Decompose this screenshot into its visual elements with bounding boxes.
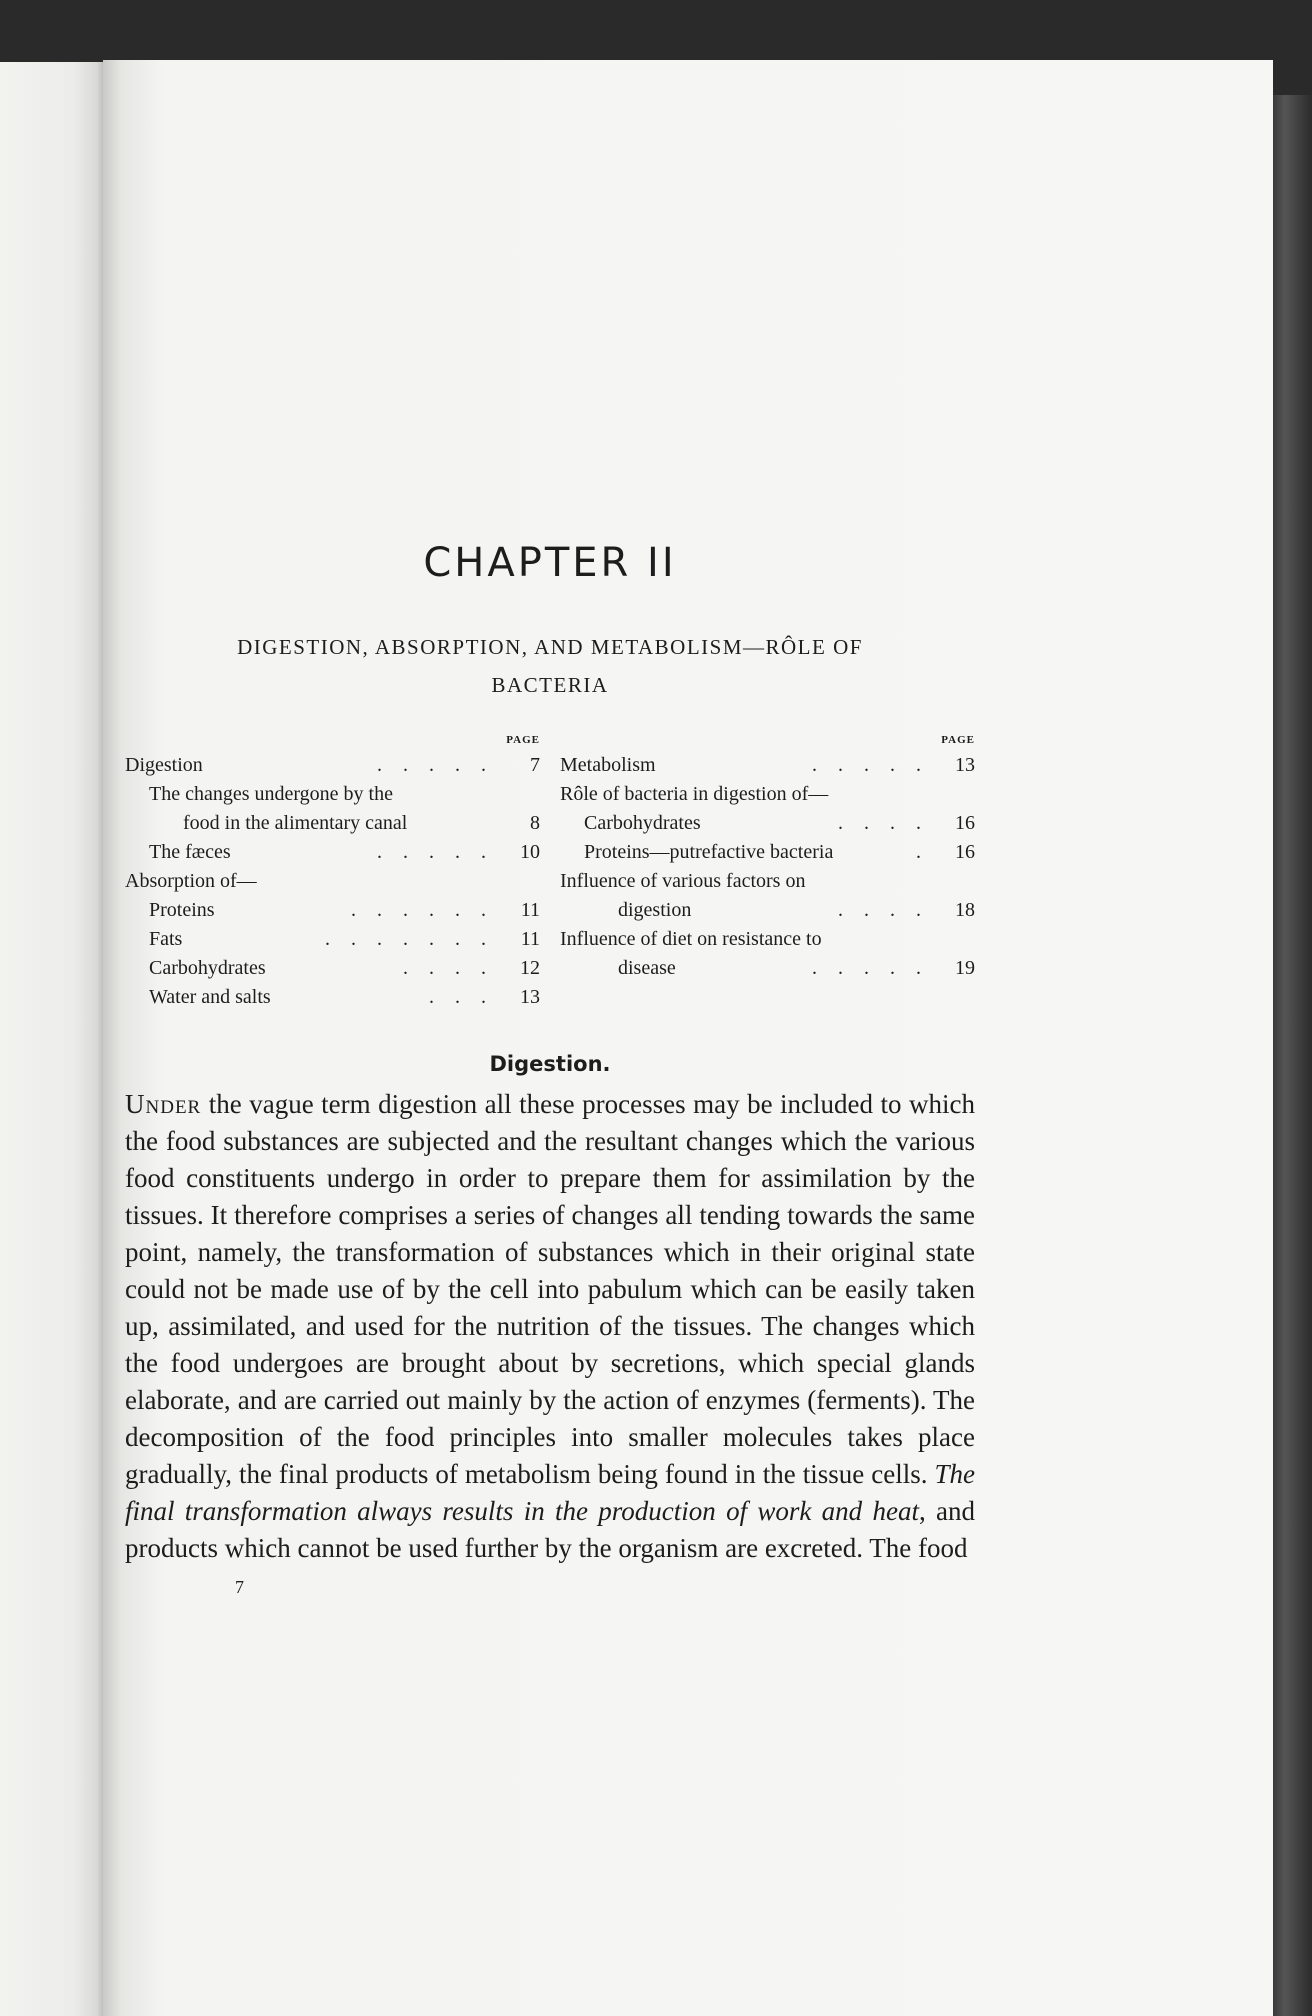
toc-leader-dots: . . . . . — [812, 957, 929, 979]
toc-entry-text: The changes undergone by the — [149, 783, 393, 805]
toc-page-number: 19 — [955, 957, 975, 979]
toc-page-number: 16 — [955, 841, 975, 863]
toc-entry — [125, 809, 540, 838]
toc-entry-text: Rôle of bacteria in digestion of— — [560, 783, 829, 805]
toc-page-number: 12 — [520, 957, 540, 979]
page-content — [125, 540, 975, 1598]
toc-page-number: 18 — [955, 899, 975, 921]
toc-leader-dots: . . . . — [838, 899, 929, 921]
body-paragraph — [125, 1086, 975, 1567]
toc-entry-text: Influence of diet on resistance to — [560, 928, 822, 950]
facing-page-edge — [0, 62, 105, 2016]
toc-entry — [125, 896, 540, 925]
body-text-part1: the vague term digestion all these processes may be included to which the food substances are subjected and the resultant changes which the various food constituents undergo in order to prepare them for assimilation by the tissues. It therefore comprises a series of changes all tending towards the same point, namely, the transformation of substances which in their original state could not be made use of by the cell into pabulum which can be easily taken up, assimilated, and used for the nutrition of the tissues. The changes which the food undergoes are brought about by secretions, which special glands elaborate, and are carried out mainly by the action of enzymes (ferments). The decomposition of the food principles into smaller molecules takes place gradually, the final products of metabolism being found in the tissue cells. — [125, 1089, 975, 1489]
toc-entry — [560, 896, 975, 925]
toc-entry — [560, 954, 975, 983]
toc-entry — [560, 751, 975, 780]
table-of-contents — [125, 726, 975, 1012]
toc-leader-dots: . . . . . . — [351, 899, 494, 921]
toc-page-number: 13 — [520, 986, 540, 1008]
toc-entry-text: Absorption of— — [125, 870, 257, 892]
toc-entry-text: Proteins—putrefactive bacteria — [584, 841, 834, 863]
toc-entry — [125, 954, 540, 983]
toc-page-number: 16 — [955, 812, 975, 834]
toc-page-number: 13 — [955, 754, 975, 776]
toc-leader-dots: . . . . . . . — [325, 928, 494, 950]
toc-entry-text: Digestion — [125, 754, 203, 776]
toc-entry-text: Fats — [149, 928, 183, 950]
section-title: Digestion. — [489, 1052, 611, 1076]
toc-leader-dots: . . . . . — [377, 841, 494, 863]
toc-entry-text: The fæces — [149, 841, 231, 863]
toc-entry-text: food in the alimentary canal — [183, 812, 408, 834]
toc-entry — [125, 925, 540, 954]
toc-entry-text: Metabolism — [560, 754, 656, 776]
toc-right-column — [560, 726, 975, 1012]
toc-entry-text: Influence of various factors on — [560, 870, 806, 892]
toc-page-number: 8 — [530, 812, 540, 834]
toc-leader-dots: . . . . . — [812, 754, 929, 776]
toc-page-number: 11 — [520, 899, 540, 921]
toc-entry-text: Water and salts — [149, 986, 271, 1008]
toc-leader-dots: . . . . — [838, 812, 929, 834]
toc-page-label: PAGE — [941, 734, 975, 746]
subtitle-line-1: DIGESTION, ABSORPTION, AND METABOLISM—RÔLE OF — [237, 635, 863, 659]
toc-entry — [560, 780, 975, 809]
toc-leader-dots: . — [916, 841, 929, 863]
toc-page-number: 7 — [530, 754, 540, 776]
toc-left-column — [125, 726, 540, 1012]
toc-entry-text: Carbohydrates — [149, 957, 266, 979]
toc-entry-text: Carbohydrates — [584, 812, 701, 834]
toc-entry — [125, 751, 540, 780]
toc-leader-dots: . . . . — [403, 957, 494, 979]
toc-page-number: 10 — [520, 841, 540, 863]
lead-word: Under — [125, 1089, 202, 1119]
toc-page-label: PAGE — [506, 734, 540, 746]
body-italic-emphasis: The final transformation always results in the production of work and heat — [125, 1459, 975, 1526]
toc-entry-text: disease — [618, 957, 676, 979]
toc-page-number: 11 — [520, 928, 540, 950]
toc-entry — [560, 925, 975, 954]
toc-entry — [125, 867, 540, 896]
toc-entry-text: digestion — [618, 899, 692, 921]
toc-leader-dots: . . . . . — [377, 754, 494, 776]
chapter-subtitle — [125, 628, 975, 704]
toc-entry — [125, 838, 540, 867]
body-text-part2: , and products which cannot be used further by the organism are excreted. The food — [125, 1496, 975, 1563]
toc-leader-dots: . . . — [429, 986, 494, 1008]
toc-entry — [560, 867, 975, 896]
toc-entry — [560, 809, 975, 838]
chapter-heading: CHAPTER II — [423, 540, 677, 586]
page-number: 7 — [235, 1577, 244, 1597]
toc-entry-text: Proteins — [149, 899, 215, 921]
toc-entry — [125, 780, 540, 809]
toc-entry — [560, 838, 975, 867]
toc-entry — [125, 983, 540, 1012]
page-edge-shadow — [1273, 95, 1312, 2016]
subtitle-line-2: BACTERIA — [491, 673, 609, 697]
